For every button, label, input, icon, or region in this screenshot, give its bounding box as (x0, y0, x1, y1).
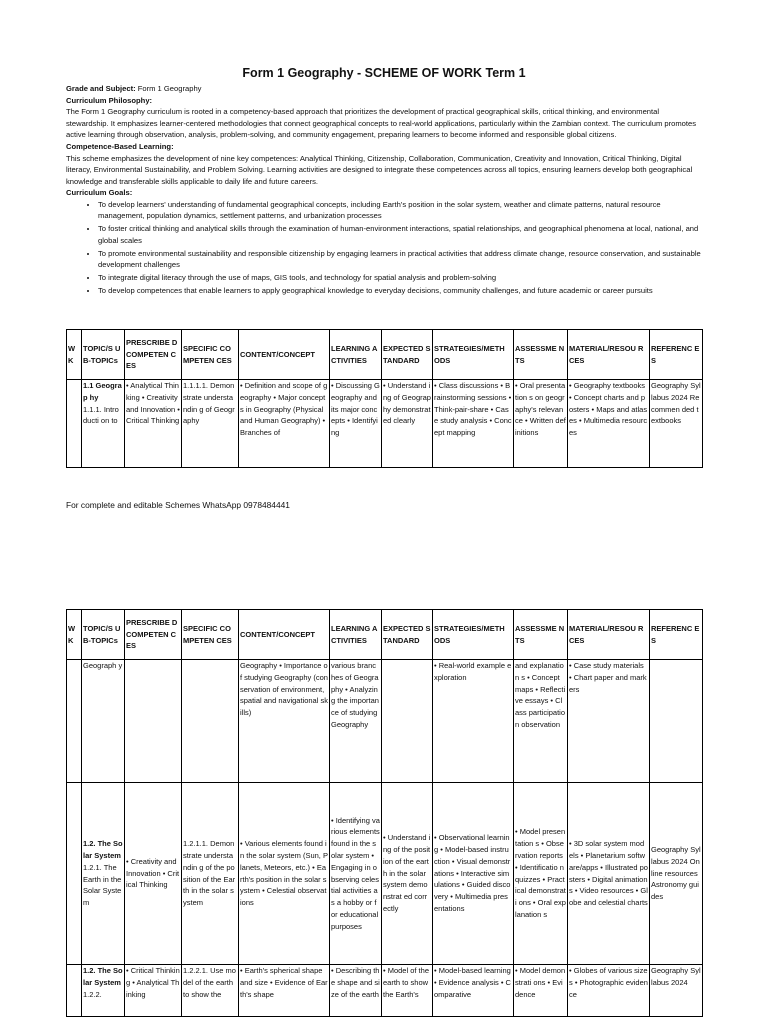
cell-text: • Model presentation s • Observation reports • Identificatio n quizzes • Practical demonstrati ons • Oral explanation s (515, 827, 566, 919)
topic-cell (82, 783, 125, 965)
cell-content (83, 660, 123, 672)
cell-text: • Earth's spherical shape and size • Evidence of Earth's shape (240, 966, 328, 999)
strategies-cell (433, 783, 514, 965)
cell-text: • Oral presentation s on geography's relevance • Written definitions (515, 381, 566, 438)
expected-standard-cell (382, 380, 433, 468)
grade-subject-label: Grade and Subject: (66, 84, 136, 93)
table-header-cell: W K (67, 330, 82, 380)
table-header-cell: PRESCRIBE D COMPETEN CES (125, 330, 182, 380)
cell-content (569, 965, 648, 1000)
cell-content (126, 856, 180, 891)
materials-cell (568, 660, 650, 783)
competence-heading: Competence-Based Learning: (66, 141, 174, 151)
cell-text: various branches of Geography • Analyzing the importance of studying Geography (331, 661, 379, 729)
cell-text: • Observational learning • Model-based instruction • Visual demonstrations • Interactive simulations • Guided discovery • Multimedia presentations (434, 833, 511, 913)
references-cell (650, 965, 703, 1017)
specific-competences-cell (182, 783, 239, 965)
cell-content (331, 380, 380, 439)
cell-content (383, 832, 431, 915)
cell-content (183, 965, 237, 1000)
cell-content (515, 660, 566, 731)
cell-content (569, 838, 648, 909)
cell-text: • Critical Thinking • Analytical Thinking (126, 966, 180, 999)
cell-text: Geography Syllabus 2024 (651, 966, 701, 987)
cell-content (383, 380, 431, 427)
cell-content (651, 965, 701, 989)
week-cell (67, 380, 82, 468)
content-cell (239, 965, 330, 1017)
assessments-cell (514, 783, 568, 965)
table-header-cell: SPECIFIC COMPETEN CES (182, 330, 239, 380)
table-row (67, 965, 703, 1017)
week-cell (67, 783, 82, 965)
cell-content (434, 660, 512, 684)
cell-text: • Definition and scope of geography • Major concepts in Geography (Physical and Human Geography) • Branches of (240, 381, 328, 438)
table-header-cell: STRATEGIES/METH ODS (433, 330, 514, 380)
cell-content (651, 380, 701, 427)
table-header-cell: CONTENT/CONCEPT (239, 610, 330, 660)
cell-content (83, 965, 123, 1000)
cell-text: 1.1.1.1. Demonstrate understandin g of Geography (183, 381, 235, 426)
materials-cell (568, 380, 650, 468)
references-cell (650, 783, 703, 965)
cell-content (331, 660, 380, 731)
cell-text: 1.2.1. The Earth in the Solar System (83, 862, 122, 908)
specific-competences-cell (182, 660, 239, 783)
table-header-cell: EXPECTED STANDARD (382, 610, 433, 660)
cell-content (383, 965, 431, 1000)
cell-text: • Creativity and Innovation • Critical Thinking (126, 856, 180, 890)
table-header-cell: MATERIAL/RESOU RCES (568, 330, 650, 380)
goal-item: • To integrate digital literacy through the use of maps, GIS tools, and technology for spatial analysis and problem-solving (98, 272, 702, 284)
cell-text: • Describing the shape and size of the earth (331, 966, 380, 999)
scheme-table-2-wrap (66, 609, 703, 1017)
table-header-cell: TOPIC/S UB-TOPICs (82, 610, 125, 660)
competence-text: This scheme emphasizes the development of nine key competences: Analytical Thinking, Citizenship, Collaboration, Communication, Creativity and Innovation, Critical Thinking, Digital literacy, Environmental Sustainability, and Problem Solving. Learning activities are designed to integrate these competences across all topics, ensuring learners develop both geographical knowledge and transferable skills applicable to daily life and future careers. (66, 153, 693, 186)
cell-text: • Model of the earth to show the Earth's (383, 966, 429, 999)
cell-text: • Discussing Geography and its major concepts • Identifying (331, 381, 380, 438)
learning-activities-cell (330, 660, 382, 783)
table-header-cell: EXPECTED STANDARD (382, 330, 433, 380)
cell-text: Geograph y (83, 661, 123, 670)
document-title: Form 1 Geography - SCHEME OF WORK Term 1 (242, 66, 526, 80)
philosophy-text: The Form 1 Geography curriculum is rooted in a competency-based approach that prioritizes the development of practical geographical skills, critical thinking, and environmental stewardship. It emphasizes learner-centered methodologies that connect geographical concepts to real-world applications, particularly within the Zambian context. The curriculum promotes active learning through observation, analysis, problem-solving, and community engagement, preparing learners to become informed and responsible global citizens. (66, 107, 697, 140)
cell-text: • Identifying various elements found in the solar system • Engaging in observing celestial activities as a hobby or for educational purposes (331, 815, 380, 931)
specific-competences-cell (182, 965, 239, 1017)
cell-text: • Real-world example exploration (434, 661, 512, 682)
cell-text: • Class discussions • Brainstorming sessions • Think-pair-share • Case study analysis • Concept mapping (434, 381, 512, 438)
cell-content (83, 838, 123, 909)
grade-subject-value: Form 1 Geography (135, 84, 202, 93)
philosophy-heading: Curriculum Philosophy: (66, 95, 153, 105)
scheme-table-2 (66, 609, 703, 1017)
prescribed-competences-cell (125, 660, 182, 783)
cell-content (126, 380, 180, 427)
expected-standard-cell (382, 965, 433, 1017)
cell-content (569, 660, 648, 695)
table-header-cell: ASSESSME NTS (514, 610, 568, 660)
cell-text: • Globes of various sizes • Photographic evidence (569, 966, 648, 999)
goal-item: • To promote environmental sustainability and responsible citizenship by engaging learners in practical activities that address climate change, resource conservation, and sustainable development challenges (98, 248, 702, 271)
table-header-cell: TOPIC/S UB-TOPICs (82, 330, 125, 380)
topic-cell (82, 380, 125, 468)
cell-text: • 3D solar system models • Planetarium software/apps • Illustrated posters • Digital animations • Video resources • Globe and celestial charts (569, 839, 648, 908)
document-body (66, 66, 702, 298)
cell-text: • Analytical Thinking • Creativity and Innovation • Critical Thinking (126, 381, 180, 426)
strategies-cell (433, 965, 514, 1017)
cell-text: 1.2.1.1. Demonstrate understandin g of the position of the Earth in the solar system (183, 839, 236, 908)
cell-content (434, 965, 512, 1000)
cell-text: Geography Syllabus 2024 Recommen ded textbooks (651, 381, 701, 426)
week-cell (67, 965, 82, 1017)
goals-heading: Curriculum Goals: (66, 188, 133, 198)
cell-content (331, 965, 380, 1000)
cell-content (240, 380, 328, 439)
goal-item: • To develop learners' understanding of fundamental geographical concepts, including Earth's position in the solar system, weather and climate patterns, natural resource management, population dynamics, settlement patterns, and urbanization processes (98, 199, 702, 222)
cell-text: and explanation s • Concept maps • Reflective essays • Class participation observation (515, 661, 566, 729)
references-cell (650, 660, 703, 783)
learning-activities-cell (330, 380, 382, 468)
content-cell (239, 380, 330, 468)
cell-content (331, 815, 380, 933)
cell-text: • Case study materials • Chart paper and markers (569, 661, 647, 694)
cell-text: • Model-based learning • Evidence analysis • Comparative (434, 966, 511, 999)
topic-title: 1.2. The Solar System (83, 966, 123, 987)
cell-content (515, 965, 566, 1000)
topic-title: 1.1 Geograp hy (83, 381, 122, 402)
cell-text: • Understand ing of the position of the earth in the solar system demonstrat ed correctly (383, 833, 431, 913)
strategies-cell (433, 660, 514, 783)
cell-content (240, 660, 328, 719)
topic-cell (82, 660, 125, 783)
expected-standard-cell (382, 783, 433, 965)
cell-text: Geography • Importance of studying Geography (conservation of environment, spatial and navigational skills) (240, 661, 328, 718)
table-header-cell: LEARNING ACTIVITIES (330, 330, 382, 380)
cell-text: 1.1.1. Introducti on to (83, 404, 119, 426)
strategies-cell (433, 380, 514, 468)
scheme-table-1-wrap (66, 329, 703, 468)
cell-content (434, 380, 512, 439)
cell-content (183, 380, 237, 427)
prescribed-competences-cell (125, 783, 182, 965)
table-header-cell: REFERENC ES (650, 610, 703, 660)
specific-competences-cell (182, 380, 239, 468)
assessments-cell (514, 965, 568, 1017)
content-cell (239, 660, 330, 783)
assessments-cell (514, 380, 568, 468)
assessments-cell (514, 660, 568, 783)
goal-item: • To develop competences that enable learners to apply geographical knowledge to everyday decisions, community challenges, and future academic or career pursuits (98, 285, 702, 297)
cell-content (515, 826, 566, 920)
cell-content (515, 380, 566, 439)
grade-subject-line (66, 83, 702, 95)
table-header-cell: REFERENC ES (650, 330, 703, 380)
table-row (67, 660, 703, 783)
references-cell (650, 380, 703, 468)
cell-content (240, 965, 328, 1000)
cell-content (183, 838, 237, 909)
content-cell (239, 783, 330, 965)
prescribed-competences-cell (125, 380, 182, 468)
goal-item: • To foster critical thinking and analytical skills through the examination of human-environment interactions, spatial relationships, and geographical phenomena at local, national, and global scales (98, 223, 702, 246)
cell-content (569, 380, 648, 439)
table-row (67, 783, 703, 965)
table-header-cell: ASSESSME NTS (514, 330, 568, 380)
cell-text: • Geography textbooks • Concept charts and posters • Maps and atlases • Multimedia resources (569, 381, 648, 438)
cell-text: • Understand ing of Geography demonstrat ed clearly (383, 381, 431, 426)
prescribed-competences-cell (125, 965, 182, 1017)
cell-content (651, 844, 701, 903)
goals-list (66, 199, 702, 297)
cell-text: Geography Syllabus 2024 Online resources Astronomy guides (651, 845, 701, 902)
table-header-cell: PRESCRIBE D COMPETEN CES (125, 610, 182, 660)
cell-text: • Model demonstrati ons • Evidence (515, 966, 566, 999)
cell-content (240, 838, 328, 909)
cell-text: • Various elements found in the solar system (Sun, Planets, Meteors, etc.) • Earth's position in the solar system • Celestial observations (240, 839, 328, 908)
topic-title: 1.2. The Solar System (83, 839, 123, 860)
learning-activities-cell (330, 783, 382, 965)
table-row (67, 380, 703, 468)
materials-cell (568, 965, 650, 1017)
cell-text: 1.2.2.1. Use model of the earth to show the (183, 966, 236, 999)
table-header-cell: STRATEGIES/METH ODS (433, 610, 514, 660)
table-header-cell: MATERIAL/RESOU RCES (568, 610, 650, 660)
topic-cell (82, 965, 125, 1017)
materials-cell (568, 783, 650, 965)
table-header-cell: W K (67, 610, 82, 660)
week-cell (67, 660, 82, 783)
cell-content (434, 832, 512, 915)
learning-activities-cell (330, 965, 382, 1017)
cell-text: 1.2.2. (83, 989, 102, 999)
expected-standard-cell (382, 660, 433, 783)
cell-content (126, 965, 180, 1000)
cell-content (83, 380, 123, 427)
scheme-table-1 (66, 329, 703, 468)
table-header-cell: LEARNING ACTIVITIES (330, 610, 382, 660)
table-header-cell: SPECIFIC COMPETEN CES (182, 610, 239, 660)
table-header-cell: CONTENT/CONCEPT (239, 330, 330, 380)
whatsapp-contact-note: For complete and editable Schemes WhatsApp 0978484441 (66, 500, 290, 510)
